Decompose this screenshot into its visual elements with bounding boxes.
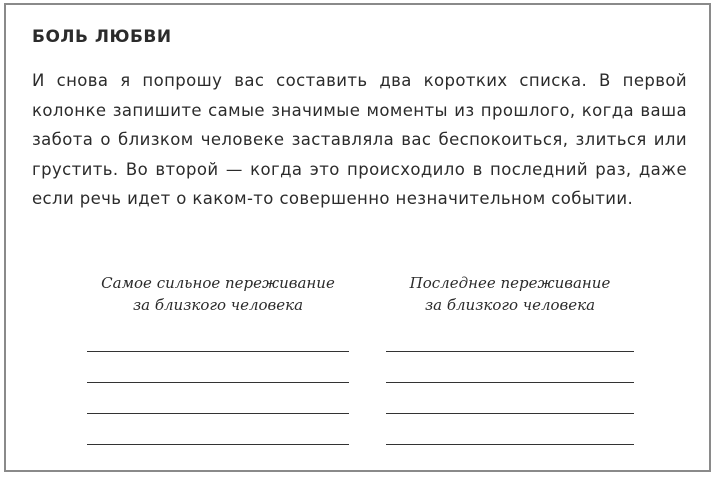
right-write-line[interactable]	[386, 382, 634, 383]
right-write-line[interactable]	[386, 444, 634, 445]
instruction-paragraph: И снова я попрошу вас составить два коротких списка. В первой колонке запишите самые значимые моменты из прошлого, когда ваша забота о близком человеке заставляла вас беспокоиться, злиться или грустить. Во второй — когда это происходило в последний раз, даже если речь идет о каком-то совершенно незначительном событии.	[32, 71, 687, 208]
right-column-label	[386, 272, 634, 316]
left-column-label-line-1: Самое сильное переживание	[101, 274, 335, 292]
right-column-label-line-2: за близкого человека	[424, 296, 596, 314]
left-write-line[interactable]	[87, 444, 349, 445]
left-write-line[interactable]	[87, 382, 349, 383]
right-write-line[interactable]	[386, 351, 634, 352]
section-heading: БОЛЬ ЛЮБВИ	[32, 27, 172, 47]
right-write-line[interactable]	[386, 413, 634, 414]
right-column-label-line-1: Последнее переживание	[409, 274, 611, 292]
left-column-label-line-2: за близкого человека	[132, 296, 304, 314]
left-write-line[interactable]	[87, 413, 349, 414]
left-column-label	[87, 272, 349, 316]
left-write-line[interactable]	[87, 351, 349, 352]
